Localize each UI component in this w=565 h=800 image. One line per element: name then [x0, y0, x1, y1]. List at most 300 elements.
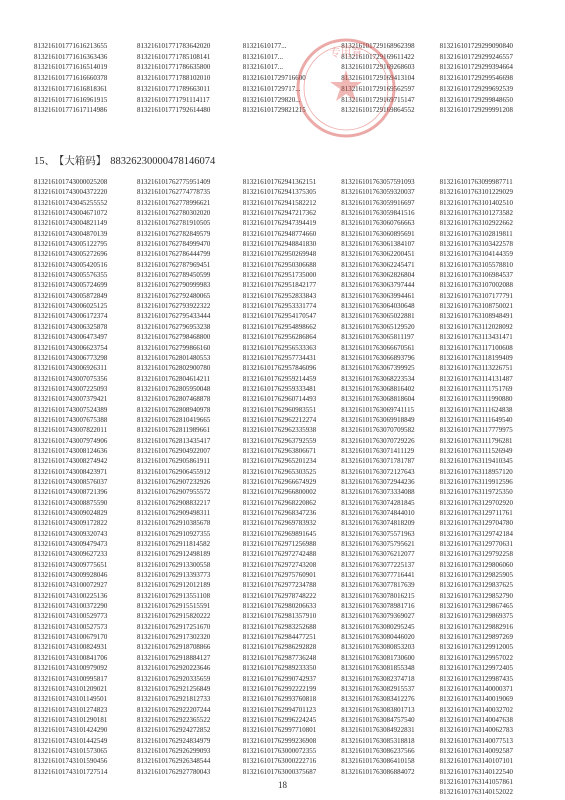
code-number: 813216101743101209021 — [34, 685, 108, 693]
code-number: 813216101729299394664 — [439, 64, 513, 72]
code-number: 813216101762972743208 — [242, 561, 317, 569]
code-number: 813216101763083412276 — [341, 696, 415, 704]
code-number: 813216101743006025125 — [34, 303, 108, 311]
main-column-3 — [243, 178, 335, 799]
code-number: 813216101763066670561 — [341, 344, 415, 352]
code-number: 813216101763108750021 — [439, 303, 513, 311]
code-number: 813216101763129852790 — [439, 592, 513, 600]
code-number: 813216101762959333481 — [242, 385, 317, 393]
code-number: 813216101743006473497 — [34, 334, 108, 342]
top-column-3 — [243, 42, 335, 117]
code-number: 813216101762965201234 — [242, 458, 317, 466]
code-number: 813216101762913300558 — [137, 561, 211, 569]
code-number: 813216101762787969451 — [137, 261, 211, 269]
code-number: 813216101763059841516 — [341, 210, 415, 218]
main-column-1 — [34, 178, 131, 799]
code-number: 813216101763102819811 — [439, 230, 513, 238]
code-number: 813216101762956533363 — [242, 344, 317, 352]
code-number: 813216101763129957022 — [439, 654, 513, 662]
code-number: 813216101763079369027 — [341, 613, 415, 621]
code-number: 813216101763111990880 — [439, 396, 513, 404]
code-number: 813216101763070709582 — [341, 427, 415, 435]
code-number: 813216101762915515591 — [137, 603, 211, 611]
code-number: 813216101743005872849 — [34, 292, 108, 300]
code-number: 813216101763140107101 — [439, 758, 513, 766]
code-number: 813216101743100995817 — [34, 675, 108, 683]
code-number: 813216101763070729226 — [341, 437, 415, 445]
code-number: 813216101762921812733 — [137, 696, 211, 704]
code-number: 813216101763072127643 — [341, 468, 415, 476]
code-number: 813216101763086410158 — [341, 758, 415, 766]
code-number: 813216101763111796281 — [439, 437, 513, 445]
code-number: 813216101743009627233 — [34, 551, 108, 559]
code-number: 813216101762799866160 — [137, 344, 211, 352]
code-number: 813216101762962212274 — [242, 416, 317, 424]
code-number: 813216101762917302320 — [137, 634, 211, 642]
code-number: 813216101763077716441 — [341, 572, 415, 580]
code-number: 813216101762909498311 — [137, 510, 211, 517]
code-number: 813216101762951735000 — [242, 272, 317, 280]
code-number: 813216101763078016215 — [341, 592, 415, 600]
code-number: 813216101762980206633 — [242, 603, 317, 611]
code-number: 813216101763059916697 — [341, 199, 415, 207]
code-number: 813216101729169864552 — [341, 107, 415, 115]
code-number: 813216101762906455912 — [137, 468, 211, 476]
code-number: 813216101729716600 — [242, 75, 306, 83]
code-number: 813216101762963792559 — [242, 437, 317, 445]
code-number: 813216101762912012189 — [137, 582, 211, 590]
code-number: 813216101762948774660 — [242, 230, 317, 238]
code-number: 813216101763101273582 — [439, 210, 513, 218]
code-number: 813216101763108948491 — [439, 313, 513, 321]
code-number: 813216101771789663011 — [137, 85, 211, 93]
code-number: 813216101743007379421 — [34, 396, 108, 404]
code-number: 813216101743005272696 — [34, 251, 108, 259]
code-number: 813216101729169562597 — [341, 85, 415, 93]
code-number: 813216101762913551108 — [137, 592, 211, 600]
code-number: 813216101763062826804 — [341, 272, 415, 280]
code-number: 813216101763119410345 — [439, 458, 513, 466]
code-number: 813216101762804614211 — [137, 375, 211, 383]
code-number: 813216101743006773298 — [34, 354, 108, 362]
code-number: 813216101763112028092 — [439, 323, 513, 331]
code-number: 813216101762784999470 — [137, 241, 211, 249]
code-number: 813216101743007675388 — [34, 416, 108, 424]
page-number: 18 — [278, 780, 287, 790]
code-number: 813216101743007974906 — [34, 437, 108, 445]
code-number: 813216101763067399925 — [341, 365, 415, 373]
code-number: 813216101771783642020 — [137, 43, 211, 50]
code-number: 813216101763107002088 — [439, 282, 513, 290]
code-number: 813216101763129882916 — [439, 623, 513, 631]
code-number: 813216101762994701123 — [242, 706, 316, 714]
code-number: 813216101762789450599 — [137, 272, 211, 280]
code-number: 813216101763107177791 — [439, 292, 513, 300]
code-number: 813216101743101274823 — [34, 706, 108, 714]
code-number: 813216101729299090840 — [439, 43, 513, 50]
code-number: 813216101763129704780 — [439, 520, 513, 528]
code-number: 813216101762790999983 — [137, 282, 211, 290]
code-number: 81321610177... — [242, 43, 287, 50]
code-number: 813216101762904922007 — [137, 447, 211, 455]
code-number: 813216101771791114117 — [137, 96, 210, 104]
code-number: 813216101743100824931 — [34, 644, 108, 652]
svg-text:专用章: 专用章 — [329, 46, 363, 59]
code-number: 813216101743101149501 — [34, 696, 108, 704]
code-number: 813216101762920335659 — [137, 675, 211, 683]
code-number: 813216101771616961915 — [34, 96, 108, 104]
code-number: 813216101763117779975 — [439, 427, 513, 435]
code-number: 813216101763114131487 — [439, 375, 513, 383]
code-number: 813216101763062200451 — [341, 251, 415, 259]
code-number: 813216101763111526949 — [439, 447, 513, 455]
code-number: 813216101763104144359 — [439, 251, 513, 259]
code-number: 813216101763060766663 — [341, 220, 415, 228]
code-number: 813216101763080446020 — [341, 634, 415, 642]
code-number: 813216101762905861911 — [137, 458, 211, 466]
section-box-code: 88326230000478146074 — [110, 156, 216, 167]
code-number: 813216101762780302020 — [137, 210, 211, 218]
code-number: 813216101762950269948 — [242, 251, 317, 259]
code-number: 813216101762966800002 — [242, 489, 317, 497]
code-number: 813216101763080853203 — [341, 644, 415, 652]
code-number: 813216101743101442549 — [34, 737, 108, 745]
code-number: 813216101763065811197 — [341, 334, 415, 342]
code-number: 813216101762918884127 — [137, 654, 211, 662]
code-number: 813216101762920223646 — [137, 665, 211, 673]
code-number: 813216101763129792258 — [439, 551, 513, 559]
code-number: 813216101743000025208 — [34, 179, 108, 186]
code-number: 813216101743100072927 — [34, 582, 108, 590]
code-number: 813216101763103422578 — [439, 241, 513, 249]
code-number: 813216101762975760901 — [242, 572, 317, 580]
code-number: 813216101743100527573 — [34, 623, 108, 631]
section-title: 【大箱码】 — [59, 156, 107, 167]
top-column-4 — [341, 42, 433, 117]
code-number: 813216101762924834979 — [137, 737, 211, 745]
code-number: 813216101762911814582 — [137, 541, 211, 549]
code-number: 813216101762778996621 — [137, 199, 211, 207]
code-number: 813216101771786635800 — [137, 64, 211, 72]
code-number: 813216101763119725350 — [439, 489, 513, 497]
code-number: 813216101763068223534 — [341, 375, 415, 383]
code-number: 813216101763076212077 — [341, 551, 415, 559]
code-number: 813216101762907232926 — [137, 478, 211, 486]
code-number: 813216101762910385678 — [137, 520, 211, 528]
code-number: 813216101762922365522 — [137, 716, 211, 724]
code-number: 813216101762798468800 — [137, 334, 211, 342]
code-number: 813216101762977234788 — [242, 582, 317, 590]
code-number: 813216101743009775651 — [34, 561, 108, 569]
code-number: 813216101762921256849 — [137, 685, 211, 693]
code-number: 813216101763082915537 — [341, 685, 415, 693]
code-number: 813216101729169413104 — [341, 75, 415, 83]
code-number: 813216101762978748222 — [242, 592, 317, 600]
code-number: 813216101762987736248 — [242, 654, 317, 662]
code-number: 813216101762813435417 — [137, 437, 211, 445]
code-number: 813216101762941582212 — [242, 199, 317, 207]
code-number: 813216101762924272852 — [137, 727, 211, 735]
code-number: 813216101743005420516 — [34, 261, 108, 269]
code-number: 813216101763085318818 — [341, 737, 415, 745]
code-number: 813216101762802900780 — [137, 365, 211, 373]
code-number: 813216101762972742488 — [242, 551, 317, 559]
main-column-2 — [137, 178, 237, 799]
code-number: 813216101743007225093 — [34, 385, 108, 393]
code-number: 813216101763141057861 — [439, 778, 513, 786]
code-number: 813216101763071411129 — [341, 447, 415, 455]
code-number: 813216101763069741115 — [341, 406, 415, 414]
code-number: 813216101771616660378 — [34, 75, 108, 83]
code-number: 813216101762954170547 — [242, 313, 317, 321]
code-number: 813216101743005122795 — [34, 241, 108, 249]
code-number: 813216101763000375687 — [242, 768, 317, 776]
code-number: 813216101762810419665 — [137, 416, 211, 424]
code-number: 813216101763074818209 — [341, 520, 415, 528]
code-number: 813216101763075795621 — [341, 541, 415, 549]
code-number: 813216101743008124636 — [34, 447, 108, 455]
code-number: 813216101762984477251 — [242, 634, 317, 642]
code-number: 813216101763077817639 — [341, 582, 415, 590]
code-number: 813216101763086237566 — [341, 747, 415, 755]
code-number: 813216101763119912596 — [439, 478, 513, 486]
code-number: 813216101743100979092 — [34, 665, 108, 673]
code-number: 8132161017... — [242, 53, 284, 61]
code-number: 813216101763069918849 — [341, 416, 415, 424]
code-number: 813216101762917251670 — [137, 623, 211, 631]
code-number: 813216101762950306688 — [242, 261, 317, 269]
code-number: 813216101762997710801 — [242, 727, 317, 735]
code-number: 813216101743006623754 — [34, 344, 108, 352]
code-number: 813216101763073334088 — [341, 489, 415, 497]
code-number: 813216101762960983551 — [242, 406, 317, 414]
code-number: 813216101743004671072 — [34, 210, 108, 218]
code-number: 813216101763129742184 — [439, 530, 513, 538]
code-number: 813216101763063797444 — [341, 282, 415, 290]
code-number: 813216101762795433444 — [137, 313, 211, 321]
code-number: 813216101762811989661 — [137, 427, 211, 435]
code-number: 813216101763111649540 — [439, 416, 513, 424]
code-number: 813216101743101290181 — [34, 716, 108, 724]
code-number: 813216101771785108141 — [137, 53, 211, 61]
code-number: 813216101743006172374 — [34, 313, 108, 321]
code-number: 813216101743004821149 — [34, 220, 108, 228]
code-number: 813216101762986292828 — [242, 644, 317, 652]
code-number: 813216101762957734431 — [242, 354, 317, 362]
code-number: 813216101763105578810 — [439, 261, 513, 269]
code-number: 813216101763102922662 — [439, 220, 513, 228]
code-number: 813216101743007075356 — [34, 375, 108, 383]
code-number: 813216101762960714493 — [242, 396, 317, 404]
code-number: 813216101763106984537 — [439, 272, 513, 280]
code-number: 813216101763074281845 — [341, 499, 415, 507]
code-number: 813216101729821215 — [242, 107, 306, 115]
main-column-5 — [440, 178, 532, 799]
code-number: 813216101763140092587 — [439, 747, 513, 755]
code-number: 813216101743007524389 — [34, 406, 108, 414]
top-column-1 — [34, 42, 131, 117]
code-number: 813216101763099987711 — [439, 179, 513, 186]
code-number: 813216101729299692539 — [439, 85, 513, 93]
code-number: 813216101763113226751 — [439, 365, 513, 373]
code-number: 813216101743006325878 — [34, 323, 108, 331]
code-number: 813216101763075571963 — [341, 530, 415, 538]
code-number: 813216101763074844010 — [341, 510, 415, 517]
code-number: 813216101743101573065 — [34, 747, 108, 755]
code-number: 813216101762926348544 — [137, 758, 211, 766]
code-number: 813216101762962335938 — [242, 427, 317, 435]
code-number: 813216101743009479473 — [34, 541, 108, 549]
code-number: 813216101743101590456 — [34, 758, 108, 766]
code-number: 813216101763065129520 — [341, 323, 415, 331]
code-number: 813216101762954898662 — [242, 323, 317, 331]
code-number: 813216101763081730600 — [341, 654, 415, 662]
code-number: 813216101729169611422 — [341, 53, 415, 61]
code-number: 813216101729299546698 — [439, 75, 513, 83]
code-number: 813216101743100679170 — [34, 634, 108, 642]
code-number: 813216101743008423971 — [34, 468, 108, 476]
main-column-4 — [341, 178, 433, 799]
code-number: 813216101763077225137 — [341, 561, 415, 569]
code-number: 813216101763084757540 — [341, 716, 415, 724]
code-number: 813216101743005724699 — [34, 282, 108, 290]
code-number: 813216101743008721396 — [34, 489, 108, 497]
code-number: 813216101743009024829 — [34, 510, 108, 517]
code-number: 813216101743101727514 — [34, 768, 108, 776]
code-number: 813216101763072944236 — [341, 478, 415, 486]
code-number: 813216101763086884072 — [341, 768, 415, 776]
code-number: 813216101762957846096 — [242, 365, 317, 373]
code-number: 813216101762956286864 — [242, 334, 317, 342]
code-number: 813216101763113431471 — [439, 334, 513, 342]
code-number: 813216101763101229029 — [439, 189, 513, 197]
code-number: 813216101763129987435 — [439, 675, 513, 683]
code-number: 813216101771788102010 — [137, 75, 211, 83]
code-number: 813216101743009320743 — [34, 530, 108, 538]
code-number: 813216101762952833843 — [242, 292, 317, 300]
code-number: 813216101762992222199 — [242, 685, 317, 693]
code-number: 813216101762792480065 — [137, 292, 211, 300]
code-number: 813216101763078981716 — [341, 603, 415, 611]
code-number: 813216101763129825905 — [439, 572, 513, 580]
code-number: 813216101762971256988 — [242, 541, 317, 549]
code-number: 813216101763083801713 — [341, 706, 415, 714]
top-number-grid — [34, 42, 532, 117]
code-number: 813216101763000222716 — [242, 758, 317, 766]
top-column-5 — [440, 42, 532, 117]
code-number: 813216101762996224245 — [242, 716, 317, 724]
code-number: 813216101763140047638 — [439, 716, 513, 724]
code-number: 813216101762947217362 — [242, 210, 317, 218]
code-number: 813216101762969891645 — [242, 530, 317, 538]
code-number: 813216101762959214459 — [242, 375, 317, 383]
code-number: 813216101762981357910 — [242, 613, 317, 621]
code-number: 813216101762927780043 — [137, 768, 211, 776]
code-number: 813216101762993760818 — [242, 696, 317, 704]
code-number: 813216101743045255552 — [34, 199, 108, 207]
code-number: 813216101762910927355 — [137, 530, 211, 538]
code-number: 813216101771616514019 — [34, 64, 108, 72]
code-number: 813216101762922207244 — [137, 706, 211, 714]
main-number-block — [34, 178, 532, 799]
code-number: 813216101763057591093 — [341, 179, 415, 186]
code-number: 813216101743100372290 — [34, 603, 108, 611]
code-number: 813216101762801480553 — [137, 354, 211, 362]
code-number: 813216101762796953238 — [137, 323, 211, 331]
code-number: 813216101762775951409 — [137, 179, 211, 186]
code-number: 813216101762793922322 — [137, 303, 211, 311]
code-number: 813216101763068816402 — [341, 385, 415, 393]
code-number: 813216101762947394419 — [242, 220, 317, 228]
code-number: 813216101763140077513 — [439, 737, 513, 745]
code-number: 813216101762907955572 — [137, 489, 211, 497]
code-number: 8132161017... — [242, 64, 284, 72]
code-number: 813216101763129912005 — [439, 644, 513, 652]
code-number: 813216101743005576355 — [34, 272, 108, 280]
code-number: 813216101762963806671 — [242, 447, 317, 455]
code-number: 813216101762990742937 — [242, 675, 317, 683]
code-number: 813216101743008576037 — [34, 478, 108, 486]
code-number: 813216101763081855348 — [341, 665, 415, 673]
code-number: 813216101763140019069 — [439, 696, 513, 704]
code-number: 813216101743009928046 — [34, 572, 108, 580]
code-number: 813216101771616818361 — [34, 85, 108, 93]
code-number: 813216101763129897269 — [439, 634, 513, 642]
code-number: 813216101763061384107 — [341, 241, 415, 249]
code-number: 813216101771616363436 — [34, 53, 108, 61]
code-number: 813216101762807468878 — [137, 396, 211, 404]
code-number: 813216101762966674929 — [242, 478, 317, 486]
code-number: 813216101763059320037 — [341, 189, 415, 197]
code-number: 813216101762948841830 — [242, 241, 317, 249]
code-number: 813216101762983252688 — [242, 623, 317, 631]
code-number: 813216101729299848650 — [439, 96, 513, 104]
code-number: 813216101743100529773 — [34, 613, 108, 621]
code-number: 813216101763129972405 — [439, 665, 513, 673]
code-number: 813216101763140032702 — [439, 706, 513, 714]
code-number: 813216101763111751769 — [439, 385, 513, 393]
code-number: 813216101743004372220 — [34, 189, 108, 197]
code-number: 813216101763140152022 — [439, 789, 513, 797]
code-number: 813216101762941362151 — [242, 179, 317, 186]
code-number: 813216101763101402510 — [439, 199, 513, 207]
code-number: 813216101729820... — [242, 96, 301, 104]
section-heading — [34, 153, 219, 168]
code-number: 813216101743004870139 — [34, 230, 108, 238]
code-number: 813216101763064030648 — [341, 303, 415, 311]
code-number: 813216101763140062783 — [439, 727, 513, 735]
code-number: 813216101762774778735 — [137, 189, 211, 197]
code-number: 813216101763140122540 — [439, 768, 513, 776]
code-number: 813216101762969783932 — [242, 520, 317, 528]
section-number: 15、 — [34, 156, 55, 167]
code-number: 813216101763129867465 — [439, 603, 513, 611]
code-number: 813216101763060895691 — [341, 230, 415, 238]
code-number: 813216101743100225136 — [34, 592, 108, 600]
code-number: 813216101762968220862 — [242, 499, 317, 507]
top-column-2 — [137, 42, 237, 117]
code-number: 813216101763080295245 — [341, 623, 415, 631]
code-number: 813216101763065022881 — [341, 313, 415, 321]
code-number: 813216101729299991208 — [439, 107, 513, 115]
code-number: 813216101762941375305 — [242, 189, 317, 197]
code-number: 813216101762953331774 — [242, 303, 317, 311]
code-number: 813216101763129702920 — [439, 499, 513, 507]
code-number: 813216101763000072355 — [242, 747, 317, 755]
code-number: 813216101763117100608 — [439, 344, 513, 352]
code-number: 813216101771792614480 — [137, 107, 211, 115]
code-number: 813216101762908832217 — [137, 499, 211, 507]
